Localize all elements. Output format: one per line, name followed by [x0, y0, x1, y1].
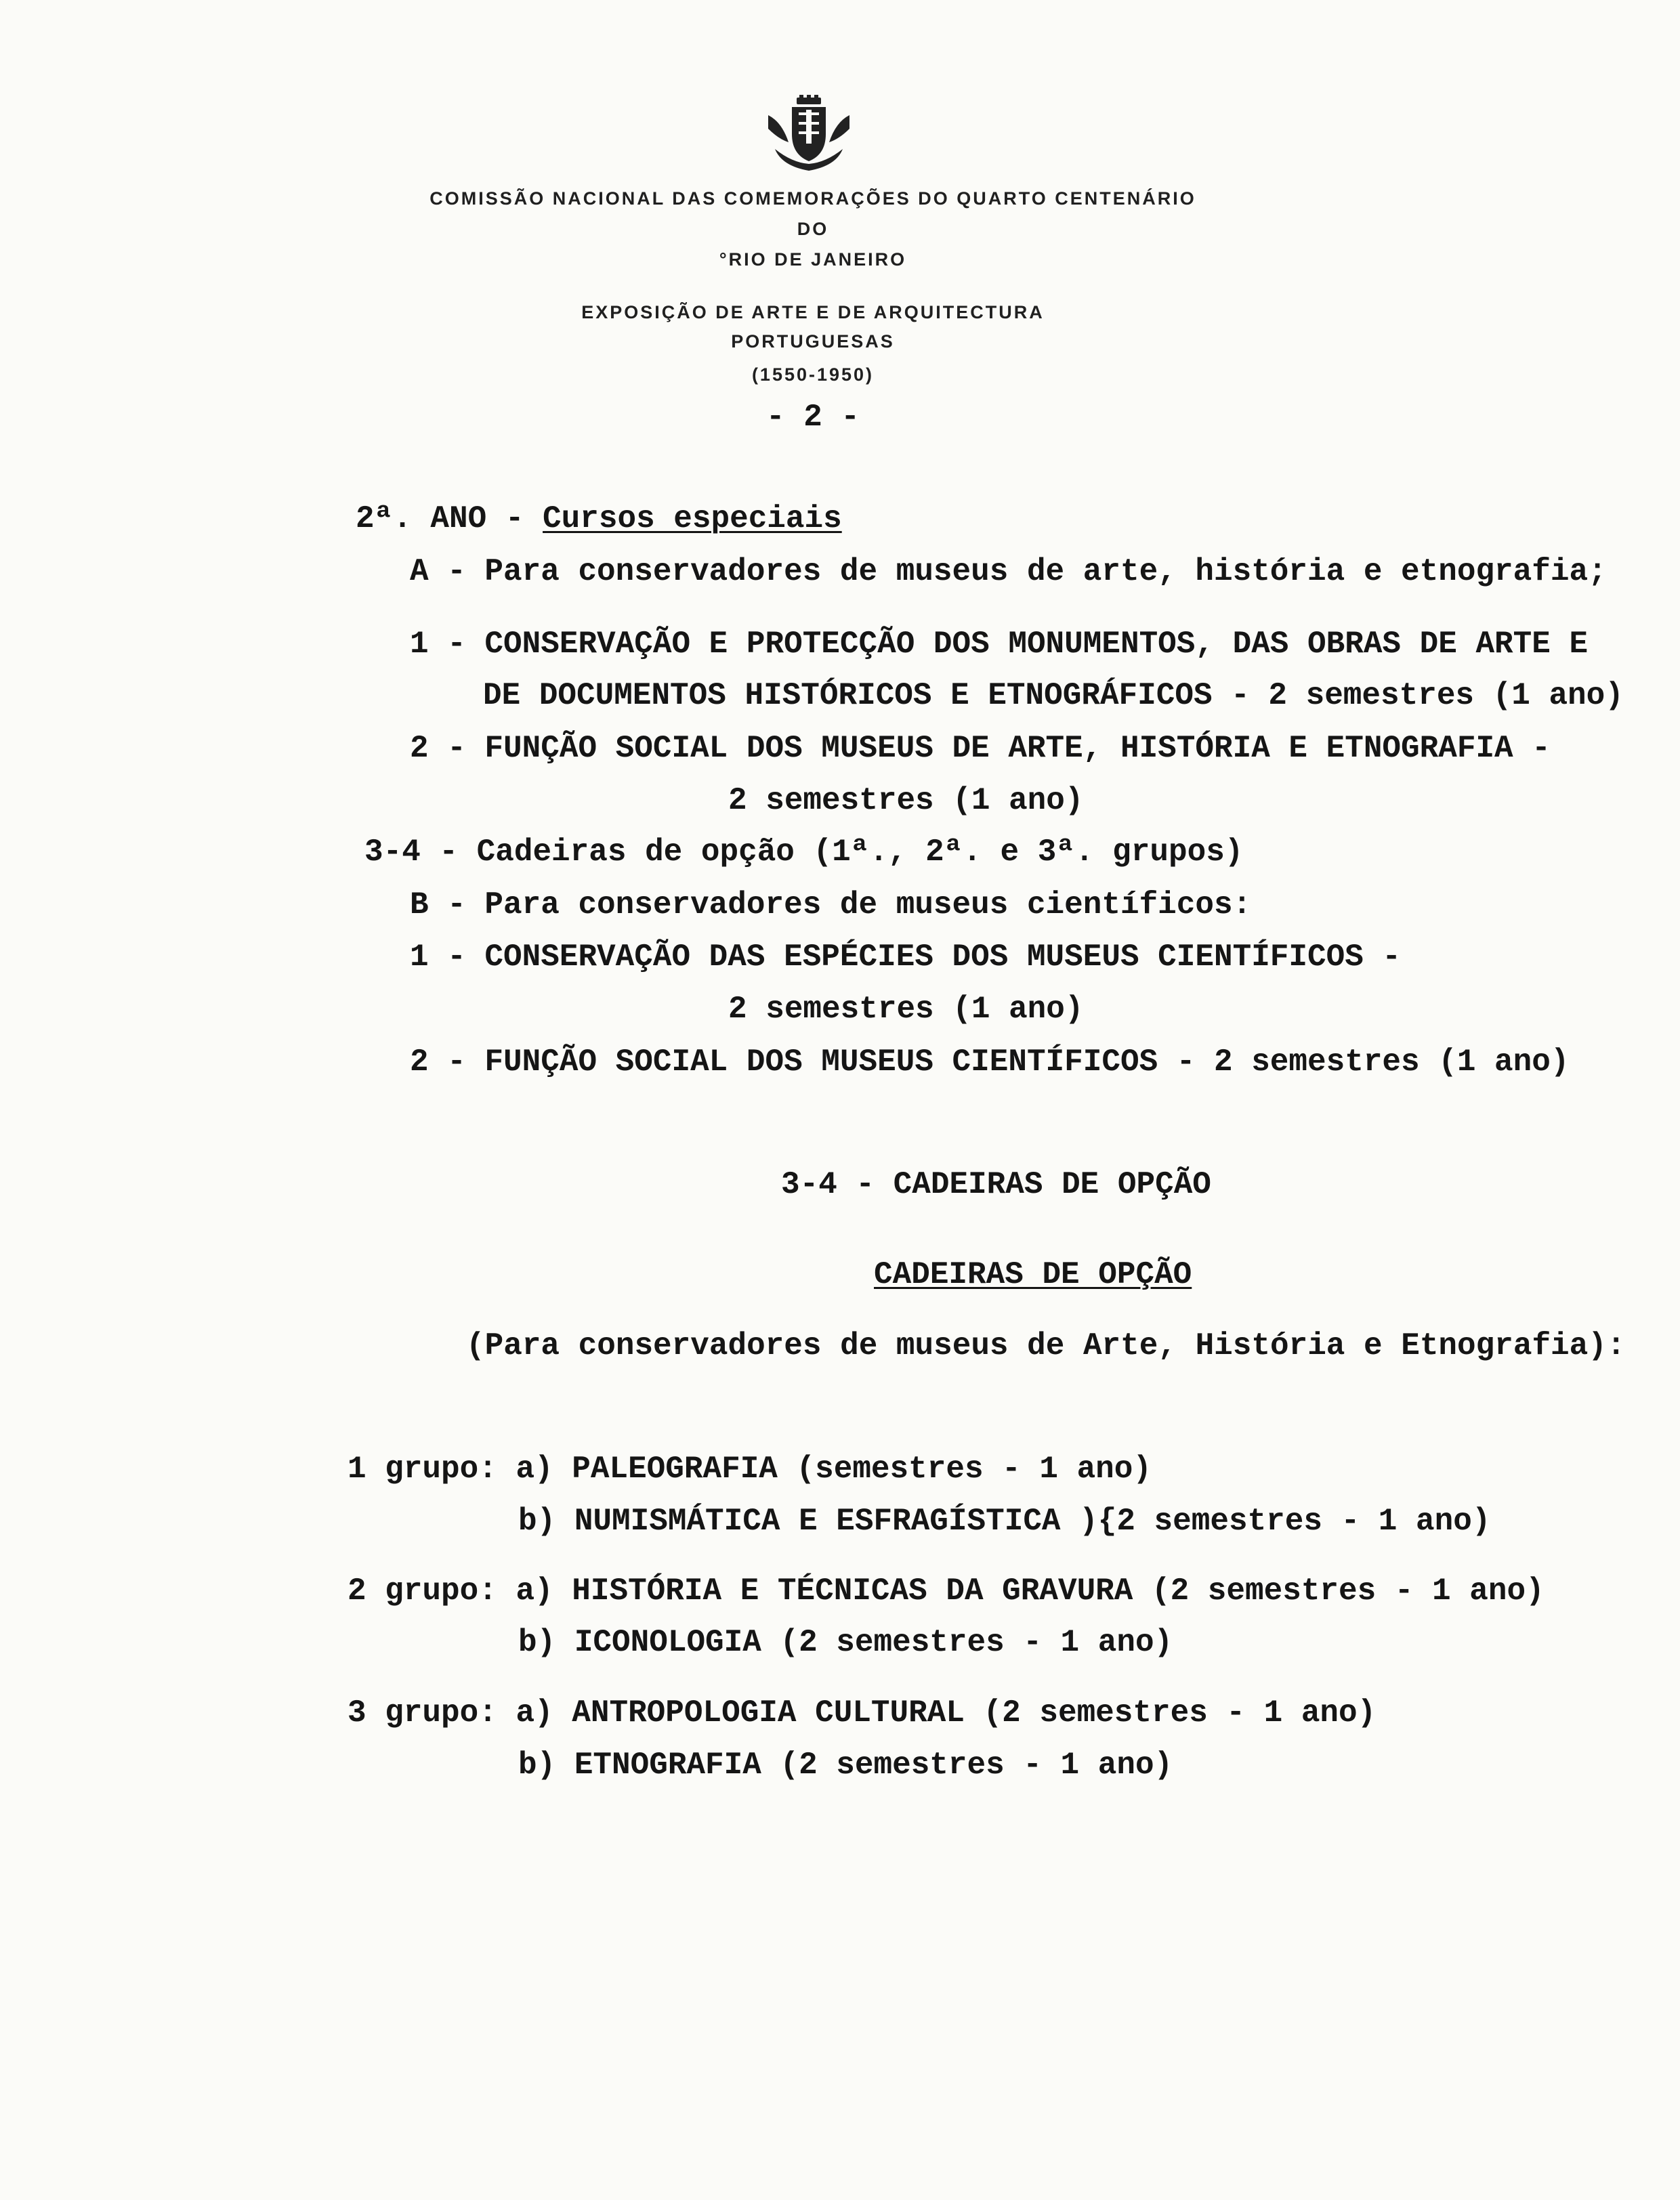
section-2ano-heading: [356, 501, 842, 536]
letterhead-dates: (1550-1950): [751, 364, 875, 385]
line-a-arte: A - Para conservadores de museus de arte, história e etnografia;: [410, 554, 1607, 589]
line-2-funcao-cont: 2 semestres (1 ano): [728, 783, 1084, 818]
letterhead-exposicao: EXPOSIÇÃO DE ARTE E DE ARQUITECTURA: [581, 302, 1045, 322]
letterhead-rio: °RIO DE JANEIRO: [719, 249, 907, 270]
line-1-conservacao: 1 - CONSERVAÇÃO E PROTECÇÃO DOS MONUMENTOS, DAS OBRAS DE ARTE E: [410, 627, 1589, 662]
grupo-1-b: b) NUMISMÁTICA E ESFRAGÍSTICA ){2 semestres - 1 ano): [518, 1504, 1491, 1539]
grupo-2-b: b) ICONOLOGIA (2 semestres - 1 ano): [518, 1625, 1173, 1660]
grupo-3-b: b) ETNOGRAFIA (2 semestres - 1 ano): [518, 1748, 1173, 1783]
line-1-especies: 1 - CONSERVAÇÃO DAS ESPÉCIES DOS MUSEUS CIENTÍFICOS -: [410, 939, 1402, 975]
grupo-3-a: 3 grupo: a) ANTROPOLOGIA CULTURAL (2 semestres - 1 ano): [348, 1695, 1377, 1731]
section-2ano-prefix: 2ª. ANO -: [356, 501, 543, 536]
grupo-2-a: 2 grupo: a) HISTÓRIA E TÉCNICAS DA GRAVURA (2 semestres - 1 ano): [348, 1573, 1545, 1609]
line-2-funcao-cientificos: 2 - FUNÇÃO SOCIAL DOS MUSEUS CIENTÍFICOS - 2 semestres (1 ano): [410, 1044, 1570, 1080]
opcao-note: (Para conservadores de museus de Arte, História e Etnografia):: [466, 1328, 1626, 1363]
line-b-cientificos: B - Para conservadores de museus científicos:: [410, 887, 1252, 923]
grupo-1-a: 1 grupo: a) PALEOGRAFIA (semestres - 1 ano): [348, 1452, 1152, 1487]
letterhead-commission: COMISSÃO NACIONAL DAS COMEMORAÇÕES DO QUARTO CENTENÁRIO: [429, 188, 1196, 209]
section-2ano-title: Cursos especiais: [543, 501, 842, 536]
letterhead-do: DO: [797, 219, 829, 239]
line-1-conservacao-cont: DE DOCUMENTOS HISTÓRICOS E ETNOGRÁFICOS - 2 semestres (1 ano): [483, 678, 1624, 713]
letterhead-portuguesas: PORTUGUESAS: [731, 331, 895, 352]
coat-of-arms-icon: [761, 95, 856, 176]
line-1-especies-cont: 2 semestres (1 ano): [728, 992, 1084, 1027]
opcao-heading: 3-4 - CADEIRAS DE OPÇÃO: [781, 1167, 1211, 1202]
line-2-funcao: 2 - FUNÇÃO SOCIAL DOS MUSEUS DE ARTE, HISTÓRIA E ETNOGRAFIA -: [410, 731, 1551, 766]
line-3-4-cadeiras: 3-4 - Cadeiras de opção (1ª., 2ª. e 3ª. grupos): [364, 834, 1244, 870]
opcao-subheading: CADEIRAS DE OPÇÃO: [874, 1257, 1192, 1292]
page-number: - 2 -: [765, 400, 860, 435]
